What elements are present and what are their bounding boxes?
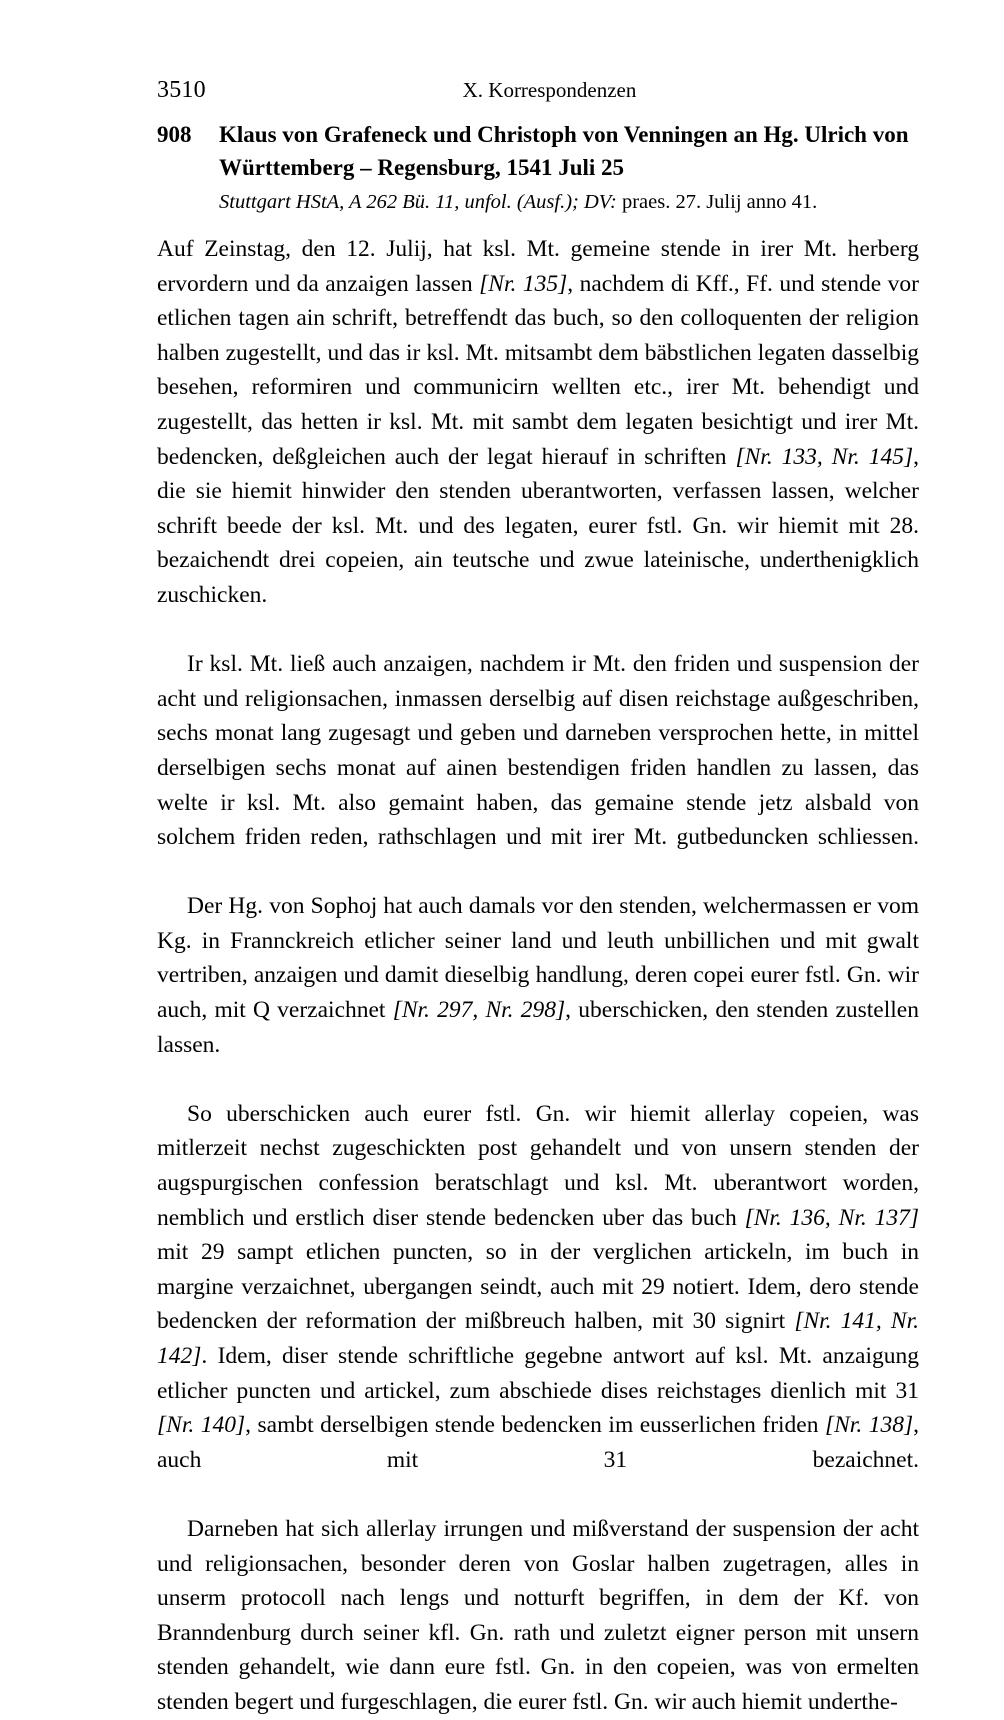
source-archive-signature: Stuttgart HStA, A 262 Bü. 11, unfol. (Ausf.); DV:: [219, 191, 617, 213]
body-text-run: Ir ksl. Mt. ließ auch anzaigen, nachdem ir Mt. den friden und suspension der acht und religionsachen, inmassen derselbig auf disen reichstage außgeschriben, sechs monat lang zugesagt und geben und darneben versprochen hette, in mittel derselbigen sechs monat auf ainen bestendigen friden handlen zu lassen, das welte ir ksl. Mt. also gemaint haben, das gemaine stende jetz alsbald von solchem friden reden, rathschlagen und mit irer Mt. gutbeduncken schliessen.: [157, 651, 919, 851]
running-head-title: X. Korrespondenzen: [462, 78, 637, 102]
document-reference: [Nr. 140]: [157, 1412, 246, 1439]
document-heading: [157, 118, 918, 184]
document-reference: [Nr. 135]: [479, 270, 568, 297]
document-body: [157, 232, 919, 1720]
document-title: Klaus von Grafeneck und Christoph von Venningen an Hg. Ulrich von Württemberg – Regensburg, 1541 Juli 25: [219, 122, 909, 180]
source-reference-line: [219, 188, 919, 216]
body-text-run: So uberschicken auch eurer fstl. Gn. wir hiemit allerlay copeien, was mitlerzeit nechst zugeschickten post gehandelt und von unsern stenden der augspurgischen confession beratschlagt und ksl. Mt. uberantwort worden, nemblich und erstlich diser stende bedencken uber das buch: [157, 1100, 919, 1231]
body-text-run: Darneben hat sich allerlay irrungen und mißverstand der suspension der acht und religionsachen, besonder deren von Goslar halben zugetragen, alles in unserm protocoll nach lengs und notturft begriffen, in dem der Kf. von Branndenburg durch seiner kfl. Gn. rath und zuletzt eigner person mit unsern stenden gehandelt, wie dann eure fstl. Gn. in den copeien, was von ermelten stenden begert und furgeschlagen, die eurer fstl. Gn. wir auch hiemit underthe-: [157, 1515, 919, 1715]
body-paragraph: [157, 232, 919, 647]
document-reference: [Nr. 133, Nr. 145]: [735, 443, 914, 470]
document-reference: [Nr. 138]: [824, 1412, 914, 1439]
document-number: 908: [157, 122, 192, 147]
body-text-run: , nachdem di Kff., Ff. und stende vor etlichen tagen ain schrift, betreffendt das buch, so den colloquenten der religion halben zugestellt, und das ir ksl. Mt. mitsambt dem bäbstlichen legaten dasselbig besehen, reformiren und communicirn wellten etc., irer Mt. behendigt und zugestellt, das hetten ir ksl. Mt. mit sambt dem legaten besichtigt und irer Mt. bedencken, deßgleichen auch der legat hierauf in schriften: [157, 270, 919, 470]
running-head: [157, 76, 918, 104]
document-reference: [Nr. 297, Nr. 298]: [392, 997, 566, 1024]
body-text-run: , sambt derselbigen stende bedencken im eusserlichen friden: [245, 1412, 825, 1439]
document-reference: [Nr. 141, Nr. 142]: [157, 1308, 919, 1369]
body-text-run: Der Hg. von Sophoj hat auch damals vor den stenden, welchermassen er vom Kg. in Frannckreich etlicher seiner land und leuth unbillichen und mit gwalt vertriben, anzaigen und damit dieselbig handlung, deren copei eurer fstl. Gn. wir auch, mit Q verzaichnet: [157, 893, 919, 1024]
body-text-run: , auch mit 31 bezaichnet.: [157, 1412, 919, 1473]
body-paragraph: [157, 647, 919, 889]
body-text-run: Auf Zeinstag, den 12. Julij, hat ksl. Mt. gemeine stende in irer Mt. herberg ervordern und da anzaigen lassen: [157, 236, 919, 297]
body-paragraph: [157, 1512, 919, 1720]
document-reference: [Nr. 136, Nr. 137]: [744, 1204, 919, 1231]
body-text-run: , uberschicken, den stenden zustellen lassen.: [157, 997, 919, 1058]
body-paragraph: [157, 889, 919, 1097]
body-text-run: . Idem, diser stende schriftliche gegebne antwort auf ksl. Mt. anzaigung etlicher puncten und artickel, zum abschiede dises reichstages dienlich mit 31: [157, 1343, 919, 1404]
body-paragraph: [157, 1097, 919, 1512]
body-text-run: mit 29 sampt etlichen puncten, so in der verglichen artickeln, im buch in margine verzaichnet, ubergangen seindt, auch mit 29 notiert. Idem, dero stende bedencken der reformation der mißbreuch halben, mit 30 signirt: [157, 1239, 919, 1335]
body-text-run: , die sie hiemit hinwider den stenden uberantworten, verfassen lassen, welcher schrift beede der ksl. Mt. und des legaten, eurer fstl. Gn. wir hiemit mit 28. bezaichendt drei copeien, ain teutsche und zwue lateinische, underthenigklich zuschicken.: [157, 443, 919, 608]
source-dorsal-note: praes. 27. Julij anno 41.: [616, 191, 818, 213]
page-folio-number: 3510: [157, 77, 206, 103]
